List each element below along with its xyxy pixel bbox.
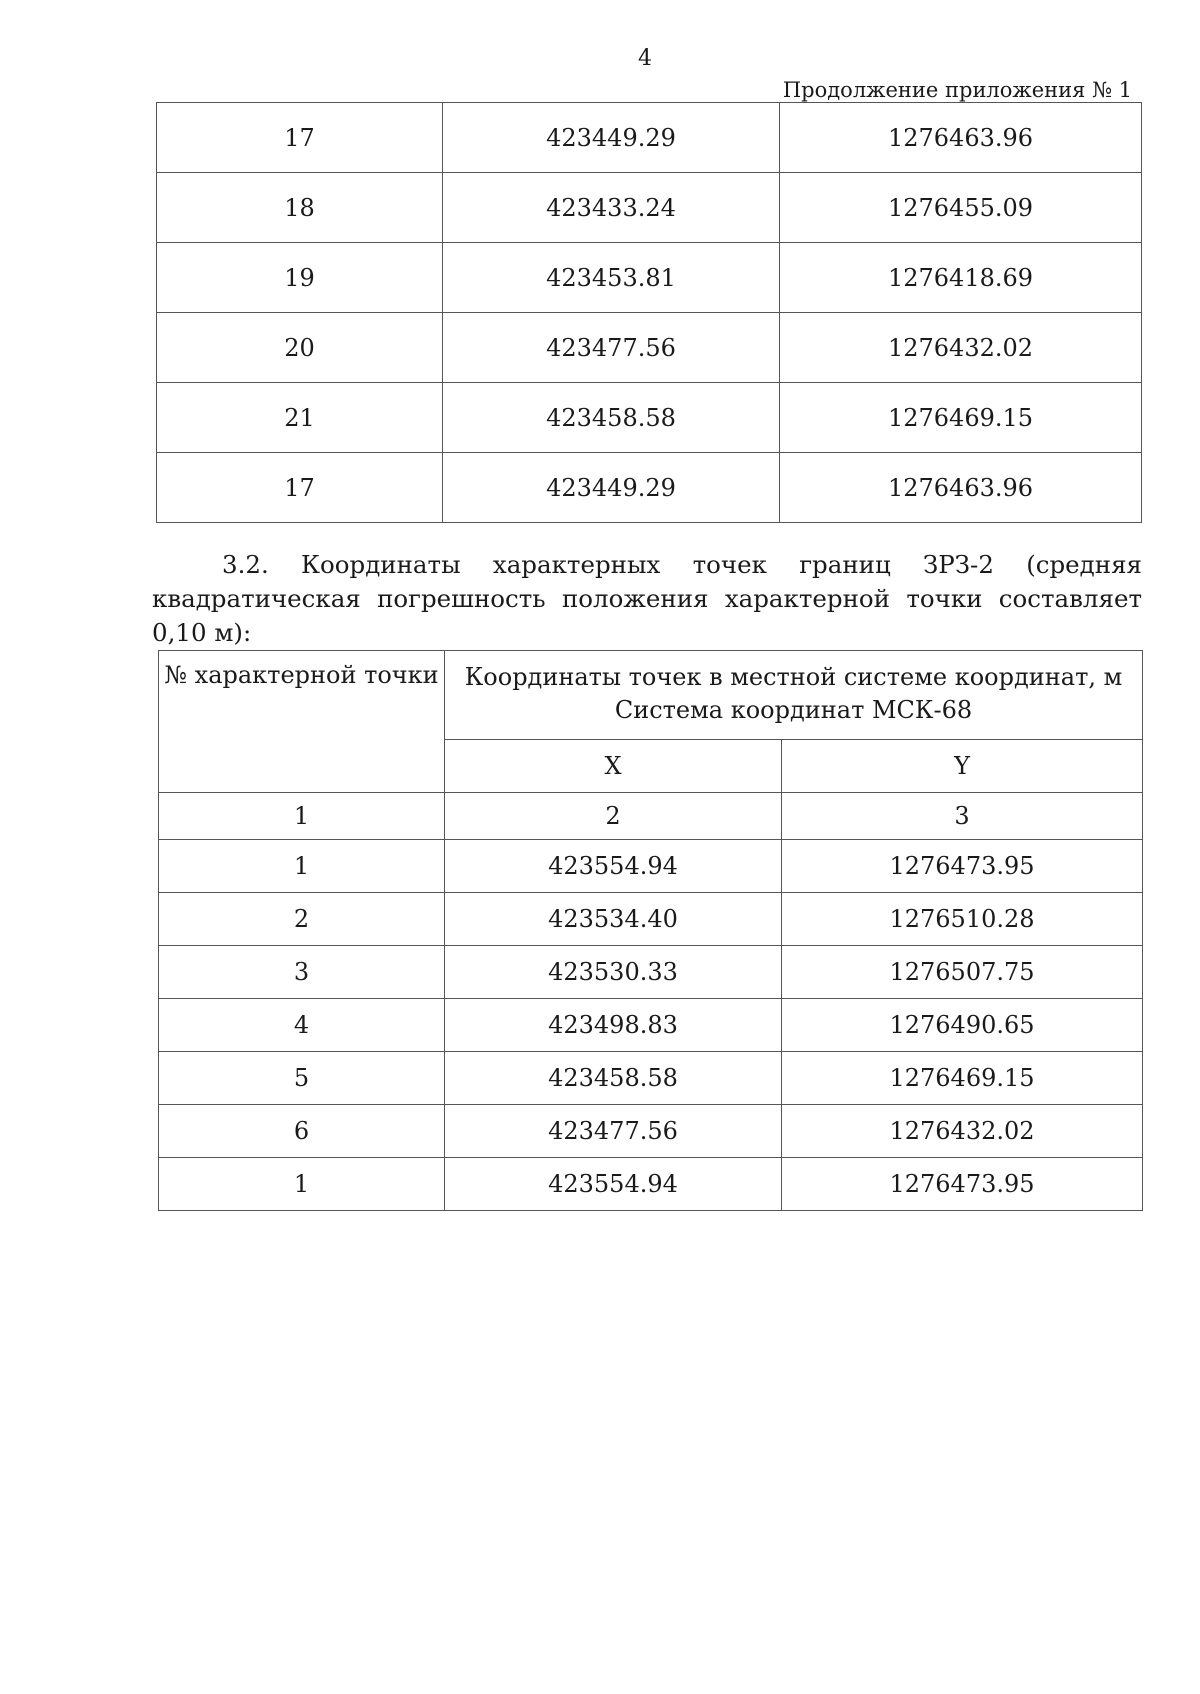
- x-coordinate-cell: 423477.56: [445, 1105, 782, 1158]
- table-row: [159, 946, 1143, 999]
- column-index-cell: 1: [159, 793, 445, 840]
- x-coordinate-cell: 423554.94: [445, 840, 782, 893]
- table-header-row: [159, 651, 1143, 740]
- y-coordinate-cell: 1276469.15: [780, 383, 1142, 453]
- column-index-row: [159, 793, 1143, 840]
- point-number-cell: 6: [159, 1105, 445, 1158]
- x-coordinate-cell: 423554.94: [445, 1158, 782, 1211]
- appendix-continuation-label: Продолжение приложения № 1: [782, 78, 1132, 102]
- point-number-cell: 18: [157, 173, 443, 243]
- y-coordinate-cell: 1276432.02: [782, 1105, 1143, 1158]
- point-number-cell: 2: [159, 893, 445, 946]
- table-row: [157, 453, 1142, 523]
- y-coordinate-cell: 1276418.69: [780, 243, 1142, 313]
- point-number-cell: 5: [159, 1052, 445, 1105]
- y-coordinate-cell: 1276432.02: [780, 313, 1142, 383]
- coordinates-table-zrz1-continued: [156, 102, 1142, 523]
- y-coordinate-cell: 1276455.09: [780, 173, 1142, 243]
- x-coordinate-cell: 423449.29: [443, 453, 780, 523]
- table-row: [157, 173, 1142, 243]
- table-row: [157, 243, 1142, 313]
- table-row: [157, 103, 1142, 173]
- point-number-cell: 1: [159, 1158, 445, 1211]
- y-coordinate-cell: 1276463.96: [780, 103, 1142, 173]
- section-3-2-paragraph: 3.2. Координаты характерных точек границ ЗРЗ-2 (средняя квадратическая погрешность положения характерной точки составляет 0,10 м):: [152, 550, 1142, 647]
- table-row: [159, 1158, 1143, 1211]
- x-coordinate-cell: 423449.29: [443, 103, 780, 173]
- table-row: [157, 313, 1142, 383]
- x-coordinate-cell: 423453.81: [443, 243, 780, 313]
- column-index-cell: 3: [782, 793, 1143, 840]
- y-coordinate-cell: 1276473.95: [782, 1158, 1143, 1211]
- y-coordinate-cell: 1276473.95: [782, 840, 1143, 893]
- x-coordinate-cell: 423458.58: [443, 383, 780, 453]
- point-number-cell: 17: [157, 453, 443, 523]
- table-row: [157, 383, 1142, 453]
- table-row: [159, 840, 1143, 893]
- x-coordinate-cell: 423498.83: [445, 999, 782, 1052]
- header-y: Y: [782, 740, 1143, 793]
- header-point-number: № характерной точки: [159, 651, 445, 793]
- table-row: [159, 1052, 1143, 1105]
- point-number-cell: 3: [159, 946, 445, 999]
- y-coordinate-cell: 1276507.75: [782, 946, 1143, 999]
- point-number-cell: 4: [159, 999, 445, 1052]
- x-coordinate-cell: 423534.40: [445, 893, 782, 946]
- x-coordinate-cell: 423530.33: [445, 946, 782, 999]
- point-number-cell: 1: [159, 840, 445, 893]
- header-coordinates-line1: Координаты точек в местной системе координат, м: [464, 663, 1123, 691]
- y-coordinate-cell: 1276469.15: [782, 1052, 1143, 1105]
- coordinates-table-zrz2: [158, 650, 1143, 1211]
- table-row: [159, 893, 1143, 946]
- point-number-cell: 21: [157, 383, 443, 453]
- point-number-cell: 19: [157, 243, 443, 313]
- x-coordinate-cell: 423458.58: [445, 1052, 782, 1105]
- x-coordinate-cell: 423477.56: [443, 313, 780, 383]
- x-coordinate-cell: 423433.24: [443, 173, 780, 243]
- header-coordinates: [445, 651, 1143, 740]
- y-coordinate-cell: 1276490.65: [782, 999, 1143, 1052]
- table-row: [159, 1105, 1143, 1158]
- y-coordinate-cell: 1276463.96: [780, 453, 1142, 523]
- column-index-cell: 2: [445, 793, 782, 840]
- table-row: [159, 999, 1143, 1052]
- point-number-cell: 20: [157, 313, 443, 383]
- y-coordinate-cell: 1276510.28: [782, 893, 1143, 946]
- point-number-cell: 17: [157, 103, 443, 173]
- header-x: X: [445, 740, 782, 793]
- header-coordinates-line2: Система координат МСК-68: [614, 696, 973, 724]
- page-number: 4: [638, 46, 652, 71]
